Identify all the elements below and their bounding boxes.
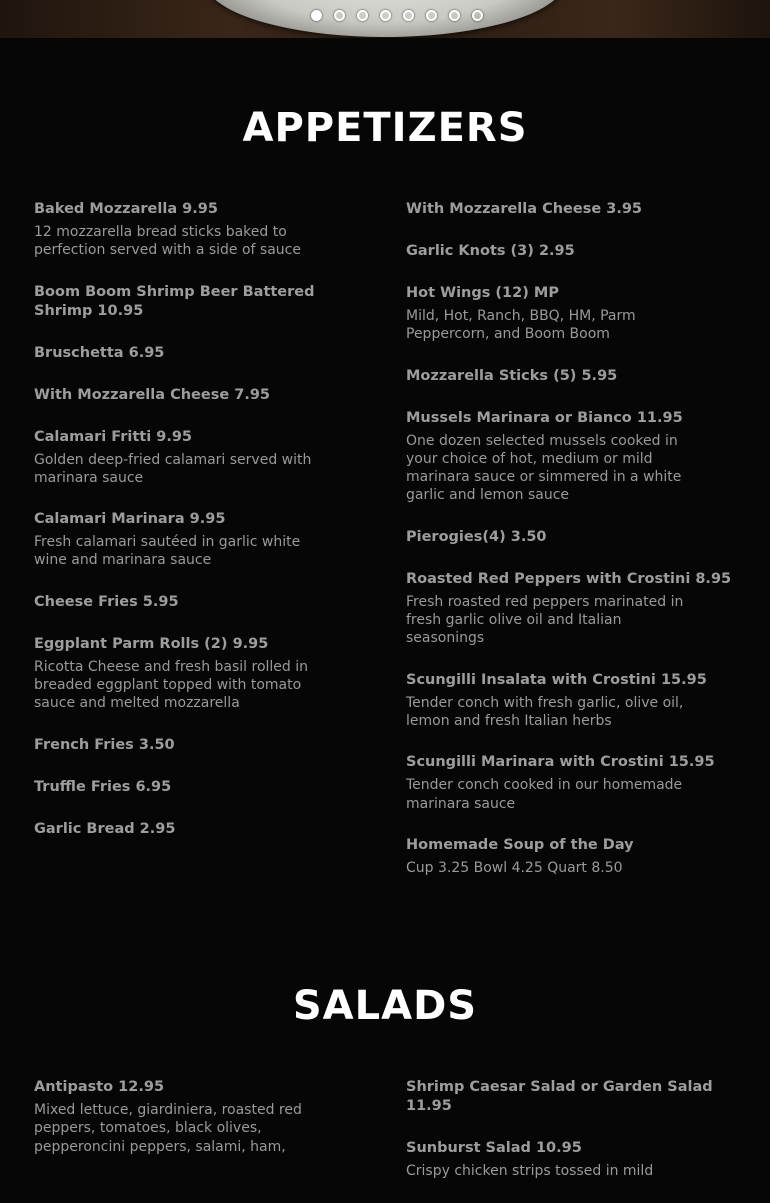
menu-item-name: Baked Mozzarella 9.95 (34, 201, 218, 217)
menu-item (34, 386, 364, 405)
menu-item-name: Truffle Fries 6.95 (34, 778, 172, 795)
menu-item (34, 283, 364, 321)
menu-item-description: Mixed lettuce, giardiniera, roasted red peppers, tomatoes, black olives, pepperoncini peppers, salami, ham, (34, 1102, 302, 1155)
carousel-dot[interactable] (334, 10, 345, 21)
menu-item-description: Tender conch cooked in our homemade marinara sauce (406, 777, 683, 812)
menu-item-description: One dozen selected mussels cooked in your choice of hot, medium or mild marinara sauce or simmered in a white garlic and lemon sauce (406, 432, 682, 504)
menu-item-name: Scungilli Insalata with Crostini 15.95 (406, 671, 707, 688)
menu-item-description: Ricotta Cheese and fresh basil rolled in breaded eggplant topped with tomato sauce and melted mozzarella (34, 658, 309, 712)
menu-item (34, 736, 364, 755)
hero-banner (0, 0, 770, 38)
menu-item (406, 367, 746, 386)
menu-item (34, 510, 364, 570)
menu-item-name: Hot Wings (12) MP (406, 285, 559, 301)
menu-item (406, 671, 746, 731)
menu-item-description: Tender conch with fresh garlic, olive oil, lemon and fresh Italian herbs (406, 694, 684, 729)
menu-item (34, 635, 364, 713)
menu-item (34, 778, 364, 797)
menu-item (406, 242, 746, 261)
menu-item (34, 200, 364, 260)
carousel-dot[interactable] (380, 10, 391, 21)
menu-item-name: With Mozzarella Cheese 7.95 (34, 386, 271, 403)
carousel-pagination (311, 10, 483, 21)
menu-item-name: Garlic Bread 2.95 (34, 820, 176, 837)
menu-item-description: Mild, Hot, Ranch, BBQ, HM, Parm Peppercorn, and Boom Boom (406, 308, 636, 343)
section-title-salads: SALADS (292, 983, 478, 1029)
menu-item-description: Cup 3.25 Bowl 4.25 Quart 8.50 (406, 859, 623, 876)
menu-item-name: Pierogies(4) 3.50 (406, 528, 547, 545)
menu-item (34, 1078, 364, 1156)
carousel-dot[interactable] (426, 10, 437, 21)
menu-item-name: Sunburst Salad 10.95 (406, 1140, 582, 1156)
menu-item-name: Boom Boom Shrimp Beer Battered Shrimp 10.95 (34, 283, 315, 319)
menu-item-name: Shrimp Caesar Salad or Garden Salad 11.95 (406, 1079, 713, 1114)
salads-right-column (406, 1078, 746, 1203)
menu-item (406, 1139, 746, 1180)
carousel-dot[interactable] (357, 10, 368, 21)
menu-item-name: With Mozzarella Cheese 3.95 (406, 201, 643, 217)
menu-item-description: 12 mozzarella bread sticks baked to perfection served with a side of sauce (34, 224, 301, 259)
carousel-dot[interactable] (472, 10, 483, 21)
menu-item-description: Fresh roasted red peppers marinated in fresh garlic olive oil and Italian seasonings (406, 593, 684, 647)
menu-item (406, 1078, 746, 1116)
appetizers-right-column (406, 200, 746, 900)
menu-item (406, 284, 746, 344)
menu-item-name: Cheese Fries 5.95 (34, 593, 179, 610)
menu-item (406, 753, 746, 813)
menu-item (406, 409, 746, 505)
carousel-dot[interactable] (403, 10, 414, 21)
menu-item-description: Golden deep-fried calamari served with marinara sauce (34, 451, 312, 486)
menu-item-name: Antipasto 12.95 (34, 1079, 165, 1095)
menu-item (406, 836, 746, 877)
menu-item-name: Calamari Fritti 9.95 (34, 428, 192, 445)
menu-item (34, 344, 364, 363)
menu-item-name: Mussels Marinara or Bianco 11.95 (406, 409, 683, 426)
section-title-appetizers: APPETIZERS (242, 105, 528, 151)
menu-item-name: Calamari Marinara 9.95 (34, 511, 226, 528)
menu-item (34, 593, 364, 612)
menu-item-description: Crispy chicken strips tossed in mild (406, 1163, 654, 1179)
menu-item (406, 200, 746, 219)
menu-item-name: Garlic Knots (3) 2.95 (406, 243, 575, 259)
menu-item-name: Roasted Red Peppers with Crostini 8.95 (406, 570, 732, 587)
menu-item-description: Fresh calamari sautéed in garlic white wine and marinara sauce (34, 534, 301, 569)
menu-item (34, 820, 364, 839)
menu-item-name: Scungilli Marinara with Crostini 15.95 (406, 754, 715, 771)
menu-item-name: French Fries 3.50 (34, 736, 175, 753)
salads-left-column (34, 1078, 364, 1179)
menu-item-name: Homemade Soup of the Day (406, 836, 634, 853)
menu-item-name: Bruschetta 6.95 (34, 344, 165, 361)
carousel-dot[interactable] (311, 10, 322, 21)
appetizers-left-column (34, 200, 364, 862)
menu-item (34, 428, 364, 488)
menu-item-name: Eggplant Parm Rolls (2) 9.95 (34, 635, 269, 652)
menu-item (406, 528, 746, 547)
carousel-dot[interactable] (449, 10, 460, 21)
menu-item (406, 570, 746, 648)
menu-item-name: Mozzarella Sticks (5) 5.95 (406, 367, 618, 384)
